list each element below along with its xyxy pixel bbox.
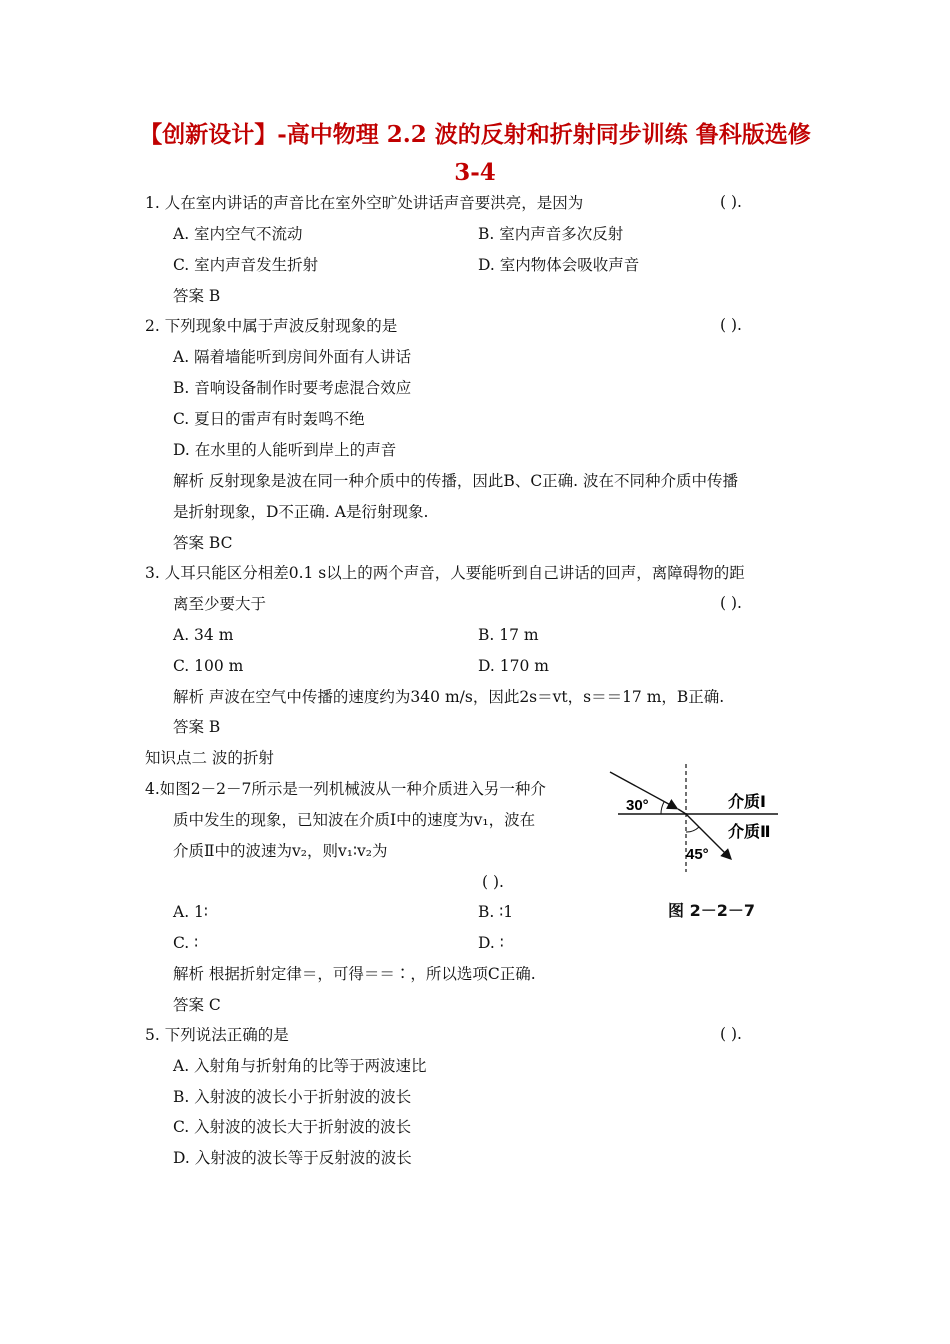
q2-analysis-line2: 是折射现象，D不正确. A是衍射现象.: [173, 503, 429, 521]
q3-option-d: D. 170 m: [478, 657, 549, 675]
q2-option-b: B. 音响设备制作时要考虑混合效应: [173, 379, 412, 397]
q2-option-c: C. 夏日的雷声有时轰鸣不绝: [173, 410, 365, 428]
q2-analysis-line1: 解析 反射现象是波在同一种介质中的传播，因此B、C正确. 波在不同种介质中传播: [173, 472, 739, 490]
angle-arc-30: [661, 802, 664, 814]
angle-arc-45: [686, 827, 699, 832]
q4-stem-line2: 质中发生的现象，已知波在介质Ⅰ中的速度为v₁，波在: [173, 811, 536, 829]
q4-analysis: 解析 根据折射定律＝，可得＝＝∶，所以选项C正确.: [173, 965, 536, 983]
q4-option-b: B. ∶1: [478, 903, 514, 921]
q5-answer-blank: ( ).: [720, 1025, 742, 1043]
q3-answer-blank: ( ).: [720, 594, 742, 612]
q5-option-b: B. 入射波的波长小于折射波的波长: [173, 1088, 412, 1106]
q3-option-b: B. 17 m: [478, 626, 539, 644]
incident-ray-end: [678, 809, 686, 814]
angle-label-30: 30°: [626, 797, 649, 814]
q3-answer: 答案 B: [173, 718, 221, 736]
q3-stem-line2: 离至少要大于: [173, 595, 267, 613]
medium-1-label: 介质Ⅰ: [728, 792, 766, 811]
q2-option-a: A. 隔着墙能听到房间外面有人讲话: [173, 348, 412, 366]
q4-stem-line3: 介质Ⅱ中的波速为v₂，则v₁∶v₂为: [173, 842, 388, 860]
q2-option-d: D. 在水里的人能听到岸上的声音: [173, 441, 397, 459]
medium-2-label: 介质Ⅱ: [728, 822, 771, 841]
q4-stem-line1: 4.如图2－2－7所示是一列机械波从一种介质进入另一种介: [145, 780, 546, 798]
q5-option-d: D. 入射波的波长等于反射波的波长: [173, 1149, 412, 1167]
angle-label-45: 45°: [686, 846, 709, 863]
q2-answer-blank: ( ).: [720, 316, 742, 334]
q1-stem: 1. 人在室内讲话的声音比在室外空旷处讲话声音要洪亮，是因为: [145, 194, 584, 212]
q1-option-c: C. 室内声音发生折射: [173, 256, 319, 274]
q1-option-a: A. 室内空气不流动: [173, 225, 303, 243]
q1-option-b: B. 室内声音多次反射: [478, 225, 624, 243]
q1-option-d: D. 室内物体会吸收声音: [478, 256, 640, 274]
q5-stem: 5. 下列说法正确的是: [145, 1026, 289, 1044]
q4-answer-blank: ( ).: [482, 873, 504, 891]
q3-stem-line1: 3. 人耳只能区分相差0.1 s以上的两个声音，人要能听到自己讲话的回声，离障碍物的距: [145, 564, 745, 582]
figure-caption: 图 2－2－7: [668, 901, 755, 920]
q5-option-c: C. 入射波的波长大于折射波的波长: [173, 1118, 412, 1136]
refraction-figure: [606, 764, 786, 874]
q2-answer: 答案 BC: [173, 534, 233, 552]
q4-option-a: A. 1∶: [173, 903, 208, 921]
section-heading: 知识点二 波的折射: [145, 749, 274, 767]
q5-option-a: A. 入射角与折射角的比等于两波速比: [173, 1057, 427, 1075]
q1-answer-blank: ( ).: [720, 193, 742, 211]
document-title-line1: 【创新设计】-高中物理 2.2 波的反射和折射同步训练 鲁科版选修: [139, 121, 811, 148]
q3-analysis: 解析 声波在空气中传播的速度约为340 m/s，因此2s＝vt，s＝＝17 m，B正确.: [173, 688, 725, 706]
q3-option-c: C. 100 m: [173, 657, 244, 675]
q4-option-d: D. ∶: [478, 934, 504, 952]
q2-stem: 2. 下列现象中属于声波反射现象的是: [145, 317, 398, 335]
q4-option-c: C. ∶: [173, 934, 199, 952]
q3-option-a: A. 34 m: [173, 626, 234, 644]
document-title-line2: 3-4: [454, 159, 496, 186]
q4-answer: 答案 C: [173, 996, 221, 1014]
q1-answer: 答案 B: [173, 287, 221, 305]
